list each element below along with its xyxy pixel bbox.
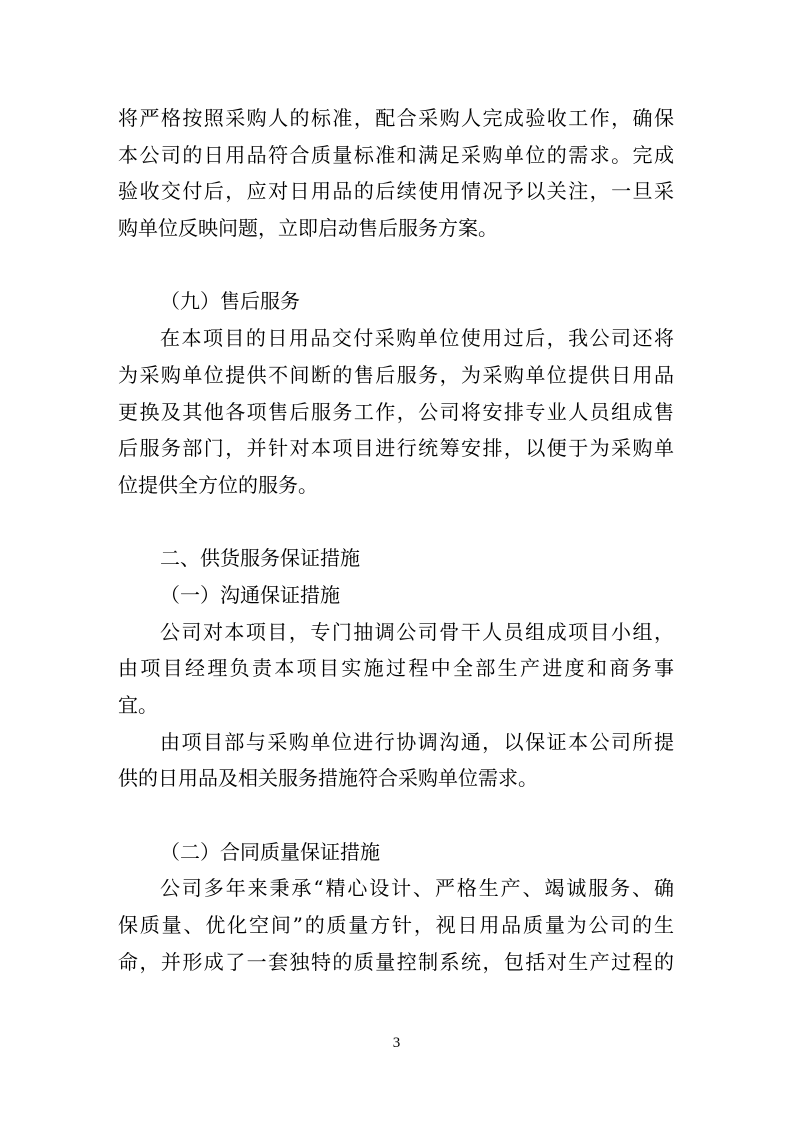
- text-line: 宜。: [118, 693, 158, 717]
- contract-quality-heading: （二）合同质量保证措施: [160, 839, 380, 864]
- text-line: 供的日用品及相关服务措施符合采购单位需求。: [118, 766, 538, 791]
- text-line: 位提供全方位的服务。: [118, 472, 318, 497]
- text-line: 后服务部门，并针对本项目进行统筹安排，以便于为采购单: [118, 436, 674, 461]
- paragraph-gap: [118, 247, 674, 284]
- document-body: [118, 100, 674, 981]
- text-line: 在本项目的日用品交付采购单位使用过后，我公司还将: [160, 326, 674, 351]
- text-line: 验收交付后，应对日用品的后续使用情况予以关注，一旦采: [118, 179, 674, 204]
- text-line: 将严格按照采购人的标准，配合采购人完成验收工作，确保: [118, 106, 674, 130]
- text-line: 保质量、优化空间”的质量方针，视日用品质量为公司的生: [118, 913, 674, 938]
- section-two-heading: 二、供货服务保证措施: [160, 546, 360, 571]
- after-sales-heading: （九）售后服务: [160, 289, 300, 314]
- acceptance-paragraph: [118, 100, 674, 247]
- text-line: 由项目经理负责本项目实施过程中全部生产进度和商务事: [118, 656, 674, 681]
- text-line: 更换及其他各项售后服务工作，公司将安排专业人员组成售: [118, 399, 674, 424]
- after-sales-paragraph: [118, 320, 674, 503]
- paragraph-gap: [118, 797, 674, 834]
- text-line: 公司对本项目，专门抽调公司骨干人员组成项目小组，: [160, 619, 674, 644]
- text-line: 本公司的日用品符合质量标准和满足采购单位的需求。完成: [118, 142, 674, 167]
- page-number: 3: [392, 1035, 401, 1051]
- contract-quality-paragraph: [118, 870, 674, 980]
- text-line: 为采购单位提供不间断的售后服务，为采购单位提供日用品: [118, 362, 674, 387]
- communication-heading: （一）沟通保证措施: [160, 582, 340, 607]
- communication-paragraph-1: [118, 614, 674, 724]
- text-line: 购单位反映问题，立即启动售后服务方案。: [118, 216, 498, 241]
- paragraph-gap: [118, 504, 674, 541]
- text-line: 公司多年来秉承“精心设计、严格生产、竭诚服务、确: [160, 876, 674, 901]
- text-line: 命，并形成了一套独特的质量控制系统，包括对生产过程的: [118, 949, 674, 974]
- text-line: 由项目部与采购单位进行协调沟通，以保证本公司所提: [160, 729, 674, 754]
- communication-paragraph-2: [118, 724, 674, 797]
